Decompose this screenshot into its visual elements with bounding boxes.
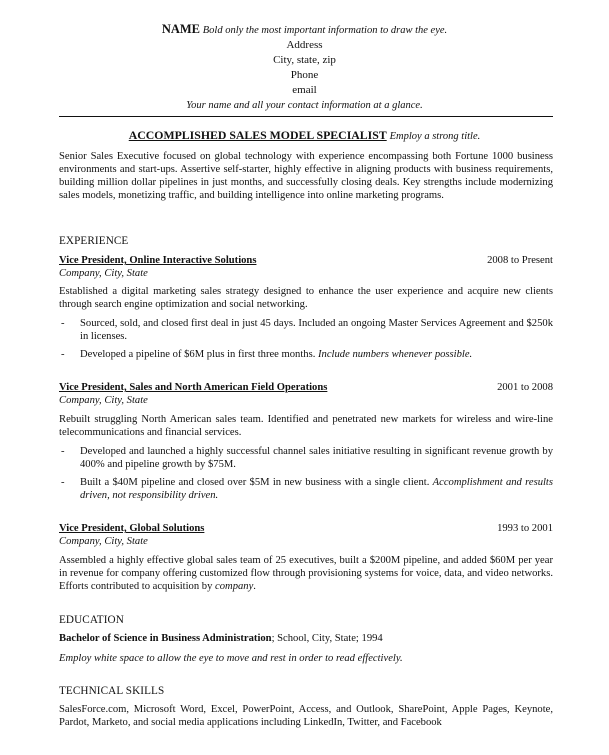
email: email	[292, 84, 317, 96]
education-hint: Employ white space to allow the eye to move and rest in order to read effectively.	[59, 653, 403, 664]
resume-title	[0, 129, 609, 144]
list-item: - Developed and launched a highly successful channel sales initiative resulting in significant revenue growth by 400% and pipeline growth by $75M.	[61, 446, 553, 470]
job-header	[59, 523, 553, 536]
job-bullets	[59, 313, 553, 362]
title-text: ACCOMPLISHED SALES MODEL SPECIALIST	[128, 128, 387, 142]
bullet-hint: Include numbers whenever possible.	[318, 348, 473, 360]
header-divider	[59, 116, 553, 117]
job-header	[59, 255, 553, 268]
phone: Phone	[290, 69, 319, 81]
bullet-text: Developed and launched a highly successful channel sales initiative resulting in significant revenue growth by 400% and pipeline growth by $75M.	[80, 446, 553, 470]
job-description: Assembled a highly effective global sales team of 25 executives, built a $200M pipeline, and added $60M per year in revenue for company offering customized flow through provisioning systems for voice, data, and video networks. Efforts contributed to acquisition by company.	[59, 555, 553, 592]
skills-heading: TECHNICAL SKILLS	[59, 685, 165, 697]
bullet-text: Sourced, sold, and closed first deal in just 45 days. Included an ongoing Master Services Agreement and $250k in licenses.	[80, 318, 553, 342]
bullet-text: Built a $40M pipeline and closed over $5M in new business with a single client.	[80, 476, 430, 488]
contact-header	[0, 22, 609, 113]
job-dates: 1993 to 2001	[497, 523, 553, 534]
education-heading: EDUCATION	[59, 614, 124, 626]
summary-paragraph: Senior Sales Executive focused on global technology with experience encompassing both Fortune 1000 business environments and start-ups. Assertive self-starter, highly effective in aligning products with business requirements, building million dollar pipelines in just months, and successfully closing deals. Key strengths include modernizing sales models, monetizing traffic, and building intelligence into online marketing programs.	[59, 151, 553, 201]
job-description: Rebuilt struggling North American sales team. Identified and penetrated new markets for wireless and wire-line telecommunications and financial services.	[59, 414, 553, 438]
job-title: Vice President, Sales and North American Field Operations	[59, 382, 328, 393]
degree: Bachelor of Science in Business Administration	[59, 633, 272, 644]
job-company: Company, City, State	[59, 536, 148, 547]
bullet-text: Developed a pipeline of $6M plus in first three months.	[80, 348, 316, 360]
title-hint: Employ a strong title.	[389, 131, 481, 142]
education-details: ; School, City, State; 1994	[271, 633, 383, 644]
job-header	[59, 382, 553, 395]
job-bullets	[59, 441, 553, 503]
education-entry	[59, 633, 553, 646]
job-dates: 2008 to Present	[487, 255, 553, 266]
job-title: Vice President, Online Interactive Solutions	[59, 255, 257, 266]
list-item: - Built a $40M pipeline and closed over $5M in new business with a single client. Accomplishment and results driven, not responsibility driven.	[61, 476, 553, 501]
list-item: - Developed a pipeline of $6M plus in first three months. Include numbers whenever possible.	[61, 348, 473, 360]
contact-hint: Your name and all your contact information at a glance.	[186, 100, 423, 111]
experience-heading: EXPERIENCE	[59, 235, 129, 247]
job-description: Established a digital marketing sales strategy designed to enhance the user experience and acquire new clients through search engine optimization and social networking.	[59, 286, 553, 310]
job-dates: 2001 to 2008	[497, 382, 553, 393]
address: Address	[286, 39, 323, 51]
city-state-zip: City, state, zip	[273, 54, 336, 66]
job-company: Company, City, State	[59, 395, 148, 406]
name-hint: Bold only the most important information to draw the eye.	[202, 25, 448, 36]
candidate-name: NAME	[161, 22, 201, 36]
skills-text: SalesForce.com, Microsoft Word, Excel, PowerPoint, Access, and Outlook, SharePoint, Apple Pages, Keynote, Pardot, Marketo, and social media applications including LinkedIn, Twitter, and Facebook	[59, 704, 553, 728]
bullet-hint: Accomplishment and results driven, not responsibility driven.	[80, 476, 553, 501]
job-company: Company, City, State	[59, 268, 148, 279]
company-emphasis: company	[215, 580, 254, 592]
job-title: Vice President, Global Solutions	[59, 523, 205, 534]
list-item: - Sourced, sold, and closed first deal in just 45 days. Included an ongoing Master Services Agreement and $250k in licenses.	[61, 318, 553, 342]
